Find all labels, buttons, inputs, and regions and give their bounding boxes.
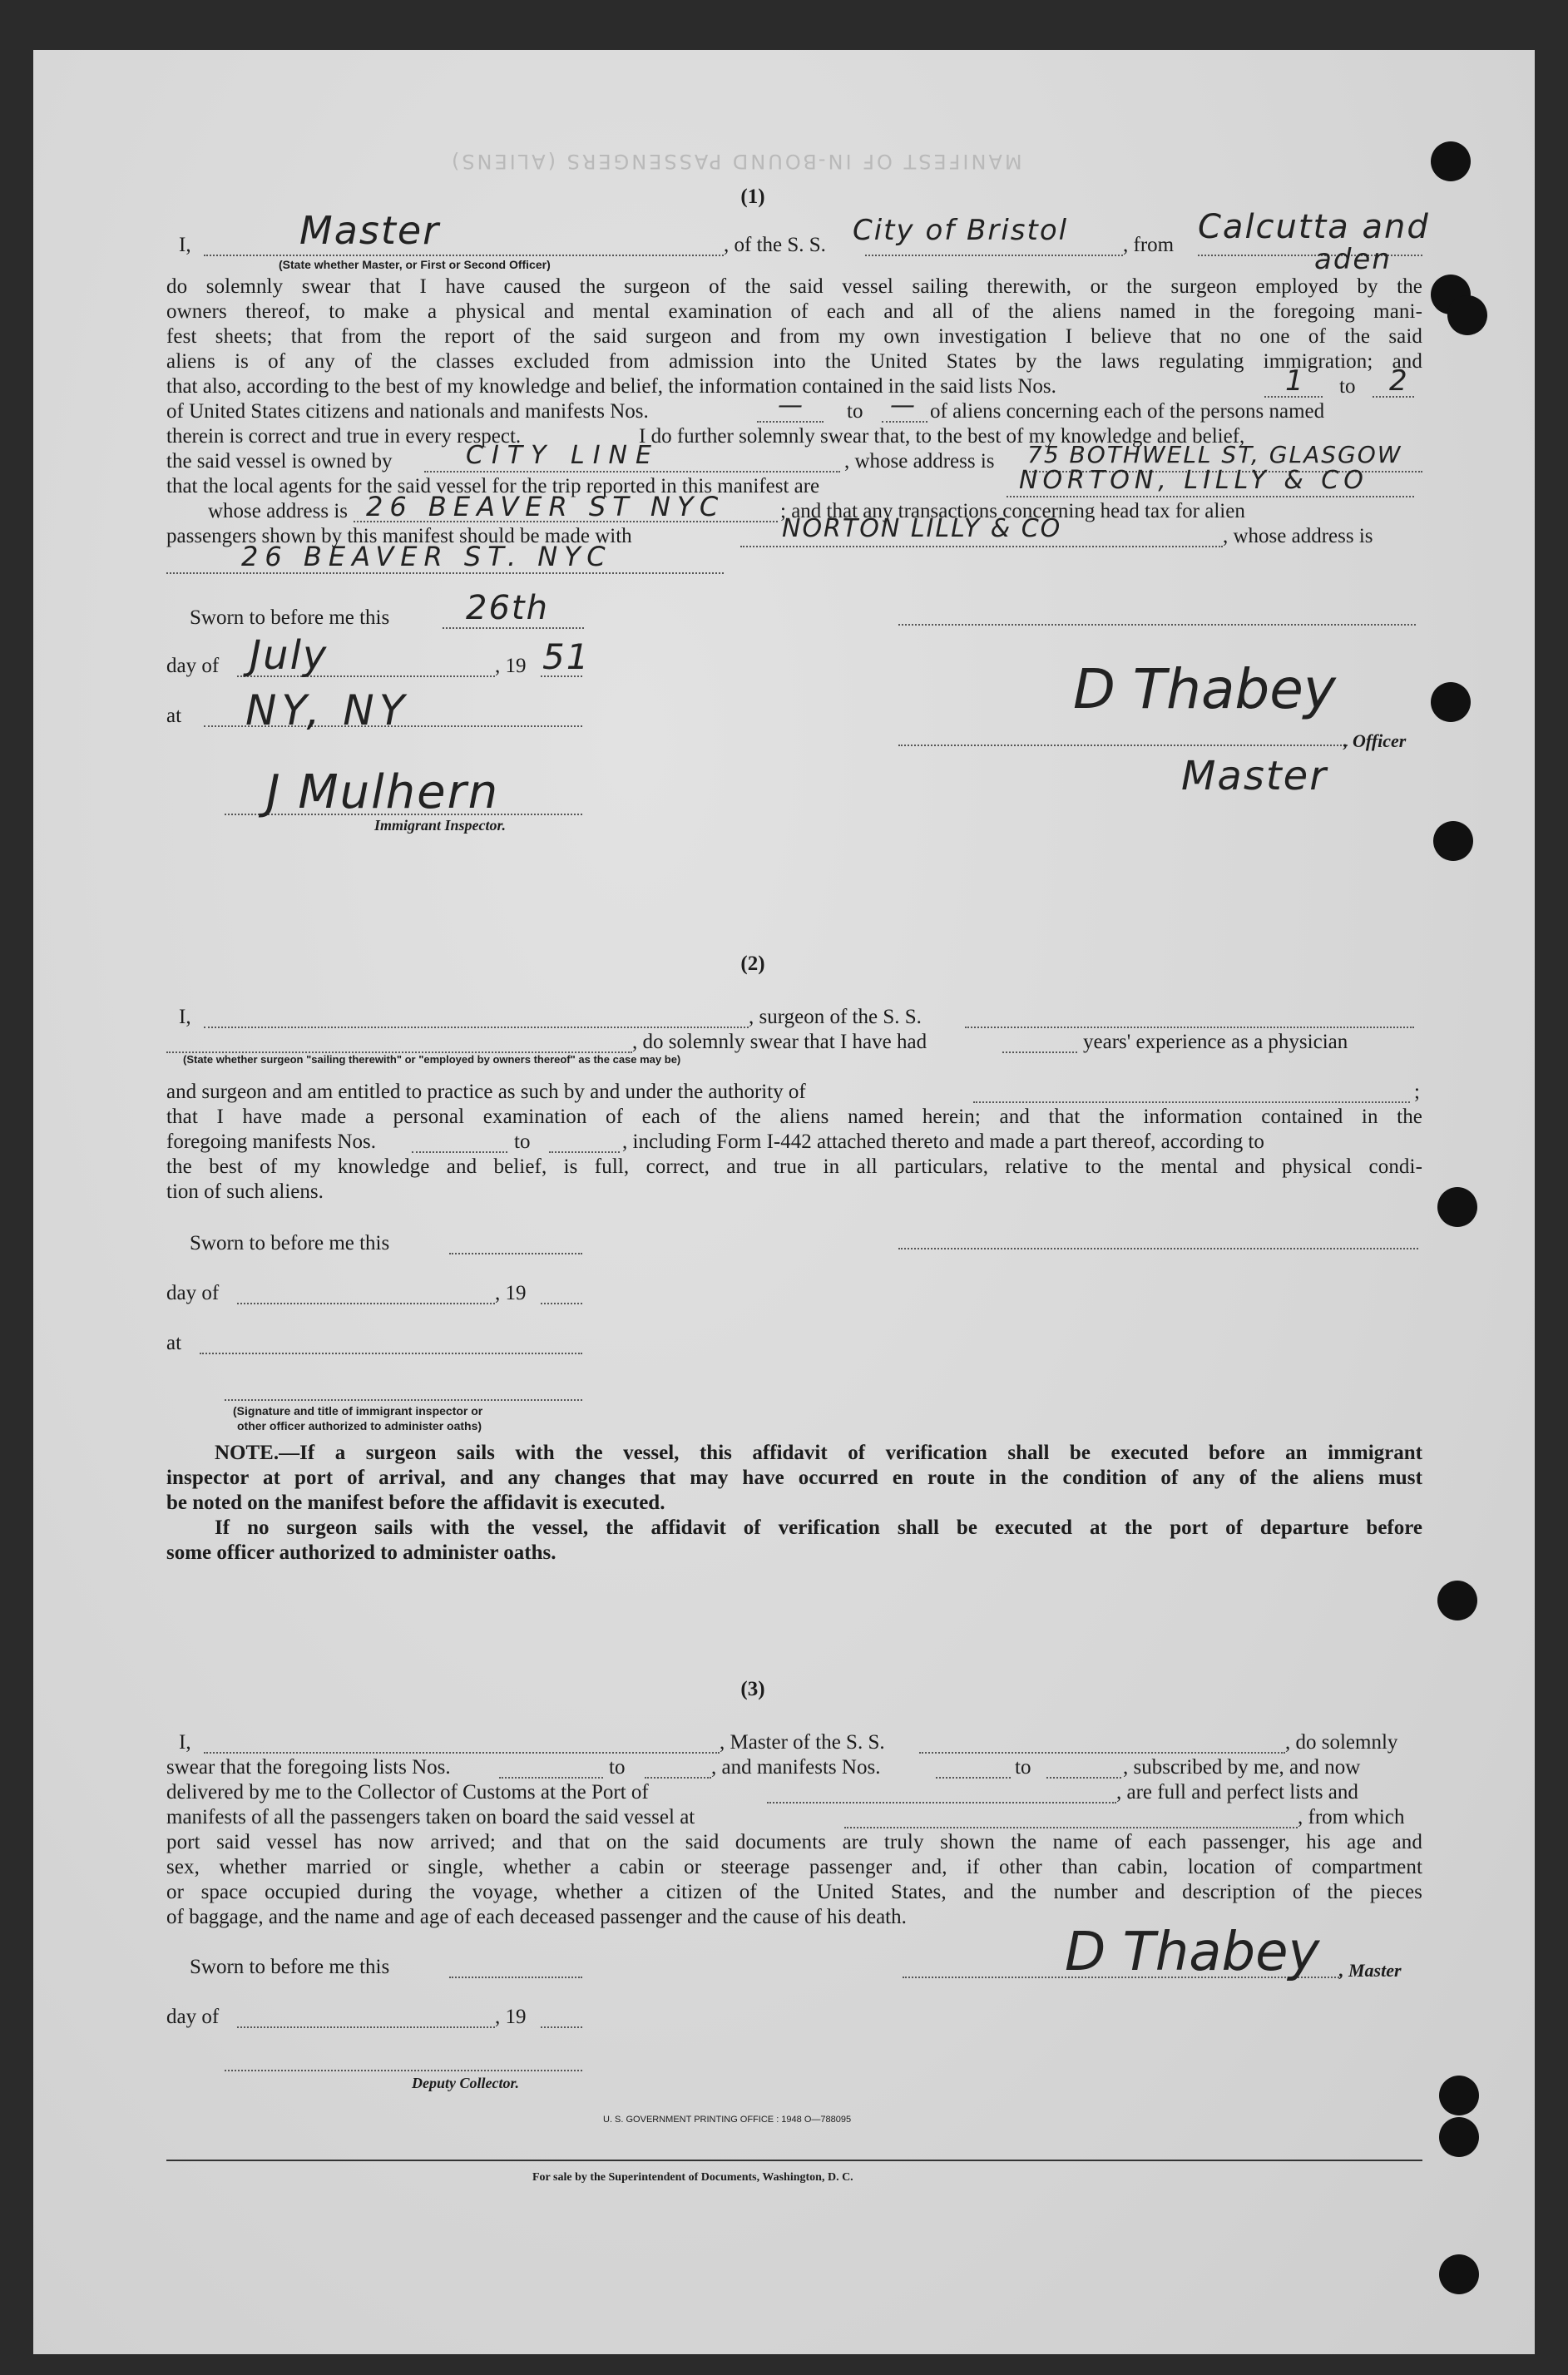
oath-line: aliens is of any of the classes excluded from admission into the United States by the laws regulating immigration; and xyxy=(166,350,1422,373)
handwritten-ship: City of Bristol xyxy=(853,214,1069,247)
manifest-from-field xyxy=(757,421,824,423)
sworn-day-field xyxy=(449,1977,582,1978)
inspector-label: Immigrant Inspector. xyxy=(374,817,507,834)
handwritten-list-to: 2 xyxy=(1389,364,1409,398)
semicolon: ; xyxy=(1414,1081,1420,1103)
year-field xyxy=(541,2026,582,2028)
oath-line: , including Form I-442 attached thereto and made a part thereof, according to xyxy=(622,1131,1264,1153)
handwritten-list-from: 1 xyxy=(1285,364,1305,398)
oath-line: the said vessel is owned by xyxy=(166,450,393,473)
sworn-label: Sworn to before me this xyxy=(190,606,390,629)
oath-line: owners thereof, to make a physical and mental examination of each and all of the aliens named in the foregoing mani- xyxy=(166,300,1422,323)
oath-line: of aliens concerning each of the persons named xyxy=(930,400,1325,423)
surgeon-of-ss: , surgeon of the S. S. xyxy=(749,1006,922,1028)
master-ship-field xyxy=(919,1752,1285,1754)
handwritten-manifest-from: — xyxy=(778,391,804,420)
oath-line: , from which xyxy=(1298,1806,1405,1828)
sworn-day-field xyxy=(443,627,584,629)
oath-line: , whose address is xyxy=(1223,525,1373,547)
at-label: at xyxy=(166,705,182,727)
label-of-ss: , of the S. S. xyxy=(724,234,826,256)
manifests-to-field xyxy=(1046,1777,1121,1779)
master-field xyxy=(204,255,724,256)
punch-hole xyxy=(1431,682,1471,722)
handwritten-manifest-to: — xyxy=(890,391,917,420)
years-experience: years' experience as a physician xyxy=(1083,1031,1348,1053)
port-field xyxy=(767,1802,1116,1804)
headtax-field xyxy=(740,546,1223,547)
punch-hole xyxy=(1439,2254,1479,2294)
handwritten-owner: CITY LINE xyxy=(466,441,660,470)
year-field xyxy=(541,1303,582,1304)
oath-line: , are full and perfect lists and xyxy=(1116,1781,1358,1804)
oath-line: the best of my knowledge and belief, is full, correct, and true in all particulars, relative to the mental and physical condi- xyxy=(166,1155,1422,1178)
handwritten-officer-signature: D Thabey xyxy=(1073,657,1336,721)
footer-rule xyxy=(166,2160,1422,2161)
section-number: (3) xyxy=(740,1678,765,1700)
handwritten-place: NY, NY xyxy=(245,686,410,735)
month-field xyxy=(237,1303,495,1304)
punch-hole xyxy=(1439,2117,1479,2157)
oath-line: tion of such aliens. xyxy=(166,1180,324,1203)
surgeon-ship-field xyxy=(965,1027,1414,1028)
label-i: I, xyxy=(179,1006,191,1028)
lists-to-field xyxy=(645,1777,711,1779)
oath-line: delivered by me to the Collector of Customs at the Port of xyxy=(166,1781,649,1804)
years-field xyxy=(1002,1051,1077,1053)
signature-hint: (Signature and title of immigrant inspector or xyxy=(233,1404,483,1418)
handwritten-agents: NORTON, LILLY & CO xyxy=(1019,466,1368,495)
punch-hole xyxy=(1433,821,1473,861)
oath-line: , whose address is xyxy=(844,450,995,473)
oath-line: and surgeon and am entitled to practice as such by and under the authority of xyxy=(166,1081,806,1103)
handwritten-sworn-day: 26th xyxy=(466,589,549,627)
inspector-signature-field xyxy=(225,1399,582,1401)
handwritten-from: Calcutta and xyxy=(1198,208,1430,246)
oath-line: that I have made a personal examination of each of the aliens named herein; and that the information contained in the xyxy=(166,1106,1422,1128)
manifest-from-field xyxy=(412,1151,507,1153)
section-number: (2) xyxy=(740,952,765,975)
day-of-label: day of xyxy=(166,2006,220,2028)
headtax-address-field xyxy=(166,572,724,574)
officer-signature-field xyxy=(898,745,1348,746)
oath-line: port said vessel has now arrived; and that on the said documents are truly shown the name of each passenger, his age and xyxy=(166,1831,1422,1853)
sworn-label: Sworn to before me this xyxy=(190,1956,390,1978)
punch-hole xyxy=(1431,141,1471,181)
label-to: to xyxy=(1339,375,1356,398)
handwritten-master-signature: D Thabey xyxy=(1065,1922,1320,1983)
handwritten-headtax-address: 26 BEAVER ST. NYC xyxy=(241,541,612,572)
oath-line: foregoing manifests Nos. xyxy=(166,1131,377,1153)
punch-hole xyxy=(1447,295,1487,335)
handwritten-month: July xyxy=(250,632,329,679)
label-to: to xyxy=(514,1131,531,1153)
label-i: I, xyxy=(179,234,191,256)
oath-line: swear that the foregoing lists Nos. xyxy=(166,1756,451,1779)
oath-line: that the local agents for the said vessel for the trip reported in this manifest are xyxy=(166,475,820,497)
punch-hole xyxy=(1439,2076,1479,2115)
section-number: (1) xyxy=(740,186,765,208)
master-label: , Master xyxy=(1339,1960,1402,1981)
oath-line: I do further solemnly swear that, to the best of my knowledge and belief, xyxy=(639,425,1245,448)
manifest-to-field xyxy=(882,421,927,423)
note-line: be noted on the manifest before the affidavit is executed. xyxy=(166,1492,665,1514)
oath-line: , subscribed by me, and now xyxy=(1123,1756,1361,1779)
master-of-ss: , Master of the S. S. xyxy=(720,1731,885,1754)
label-to: to xyxy=(609,1756,626,1779)
at-label: at xyxy=(166,1332,182,1354)
master-hint: (State whether Master, or First or Second Officer) xyxy=(279,258,551,271)
note-line: NOTE.—If a surgeon sails with the vessel, this affidavit of verification shall be executed before an immigrant xyxy=(215,1442,1422,1464)
oath-line: of United States citizens and nationals and manifests Nos. xyxy=(166,400,649,423)
do-solemnly: , do solemnly xyxy=(1285,1731,1398,1754)
handwritten-headtax-with: NORTON LILLY & CO xyxy=(782,514,1062,543)
oath-line: do solemnly swear that I have caused the surgeon of the said vessel sailing therewith, or the surgeon employed by the xyxy=(166,275,1422,298)
handwritten-owner-address: 75 BOTHWELL ST, GLASGOW xyxy=(1027,441,1402,468)
handwritten-from-2: aden xyxy=(1314,243,1392,276)
surgeon-hint: (State whether surgeon "sailing therewith" or "employed by owners thereof" as the case may be) xyxy=(183,1053,681,1066)
officer-label: , Officer xyxy=(1343,730,1407,751)
sworn-day-field xyxy=(449,1253,582,1254)
bleed-through-text: MANIFEST OF IN-BOUND PASSENGERS (ALIENS) xyxy=(449,150,1022,173)
label-i: I, xyxy=(179,1731,191,1754)
oath-line: therein is correct and true in every respect. xyxy=(166,425,522,448)
sworn-label: Sworn to before me this xyxy=(190,1232,390,1254)
oath-line: ; and that any transactions concerning head tax for alien xyxy=(780,500,1245,522)
deputy-signature-field xyxy=(225,2070,582,2071)
note-line: some officer authorized to administer oaths. xyxy=(166,1541,556,1564)
signature-hint: other officer authorized to administer oaths) xyxy=(237,1419,482,1432)
label-from: , from xyxy=(1123,234,1175,256)
oath-line: manifests of all the passengers taken on board the said vessel at xyxy=(166,1806,695,1828)
note-line: If no surgeon sails with the vessel, the affidavit of verification shall be executed at the port of departure before xyxy=(215,1517,1422,1539)
departure-port-field xyxy=(844,1827,1298,1828)
handwritten-inspector-signature: J Mulhern xyxy=(266,765,500,819)
handwritten-year: 51 xyxy=(542,636,591,677)
surgeon-signature-field xyxy=(898,1248,1418,1249)
oath-line: sex, whether married or single, whether a cabin or steerage passenger and, if other than cabin, location of compartment xyxy=(166,1856,1422,1878)
note-line: inspector at port of arrival, and any changes that may have occurred en route in the condition of any of the aliens must xyxy=(166,1467,1422,1489)
punch-hole xyxy=(1437,1187,1477,1227)
day-of-label: day of xyxy=(166,1282,220,1304)
year-prefix: , 19 xyxy=(495,1282,527,1304)
oath-line: of baggage, and the name and age of each deceased passenger and the cause of his death. xyxy=(166,1906,907,1928)
oath-line: that also, according to the best of my knowledge and belief, the information contained in the said lists Nos. xyxy=(166,375,1056,398)
label-to: to xyxy=(1015,1756,1031,1779)
authority-field xyxy=(973,1101,1410,1103)
handwritten-officer-title: Master xyxy=(1181,753,1328,799)
owner-field xyxy=(424,471,840,473)
handwritten-agents-address: 26 BEAVER ST NYC xyxy=(366,491,725,522)
oath-line: passengers shown by this manifest should be made with xyxy=(166,525,632,547)
year-prefix: , 19 xyxy=(495,655,527,677)
oath-line: fest sheets; that from the report of the said surgeon and from my own investigation I believe that no one of the said xyxy=(166,325,1422,348)
oath-line: , and manifests Nos. xyxy=(711,1756,881,1779)
sale-notice: For sale by the Superintendent of Documents, Washington, D. C. xyxy=(532,2171,853,2184)
lists-from-field xyxy=(499,1777,603,1779)
swear-years: , do solemnly swear that I have had xyxy=(632,1031,927,1053)
day-of-label: day of xyxy=(166,655,220,677)
agents-field xyxy=(1007,496,1414,497)
gpo-imprint: U. S. GOVERNMENT PRINTING OFFICE : 1948 O—788095 xyxy=(603,2115,852,2125)
handwritten-master: Master xyxy=(299,208,441,253)
punch-hole xyxy=(1437,1581,1477,1620)
place-field xyxy=(200,1353,582,1354)
manifests-from-field xyxy=(936,1777,1011,1779)
year-prefix: , 19 xyxy=(495,2006,527,2028)
month-field xyxy=(237,2026,495,2028)
manifest-to-field xyxy=(549,1151,620,1153)
deputy-label: Deputy Collector. xyxy=(412,2075,519,2091)
oath-line: or space occupied during the voyage, whether a citizen of the United States, and the number and description of the pieces xyxy=(166,1881,1422,1903)
oath-line: whose address is xyxy=(208,500,349,522)
ship-field xyxy=(865,255,1123,256)
label-to: to xyxy=(847,400,863,423)
master-name-field xyxy=(204,1752,720,1754)
surgeon-name-field xyxy=(204,1027,749,1028)
officer-field-top xyxy=(898,624,1416,626)
document-page xyxy=(33,50,1535,2354)
